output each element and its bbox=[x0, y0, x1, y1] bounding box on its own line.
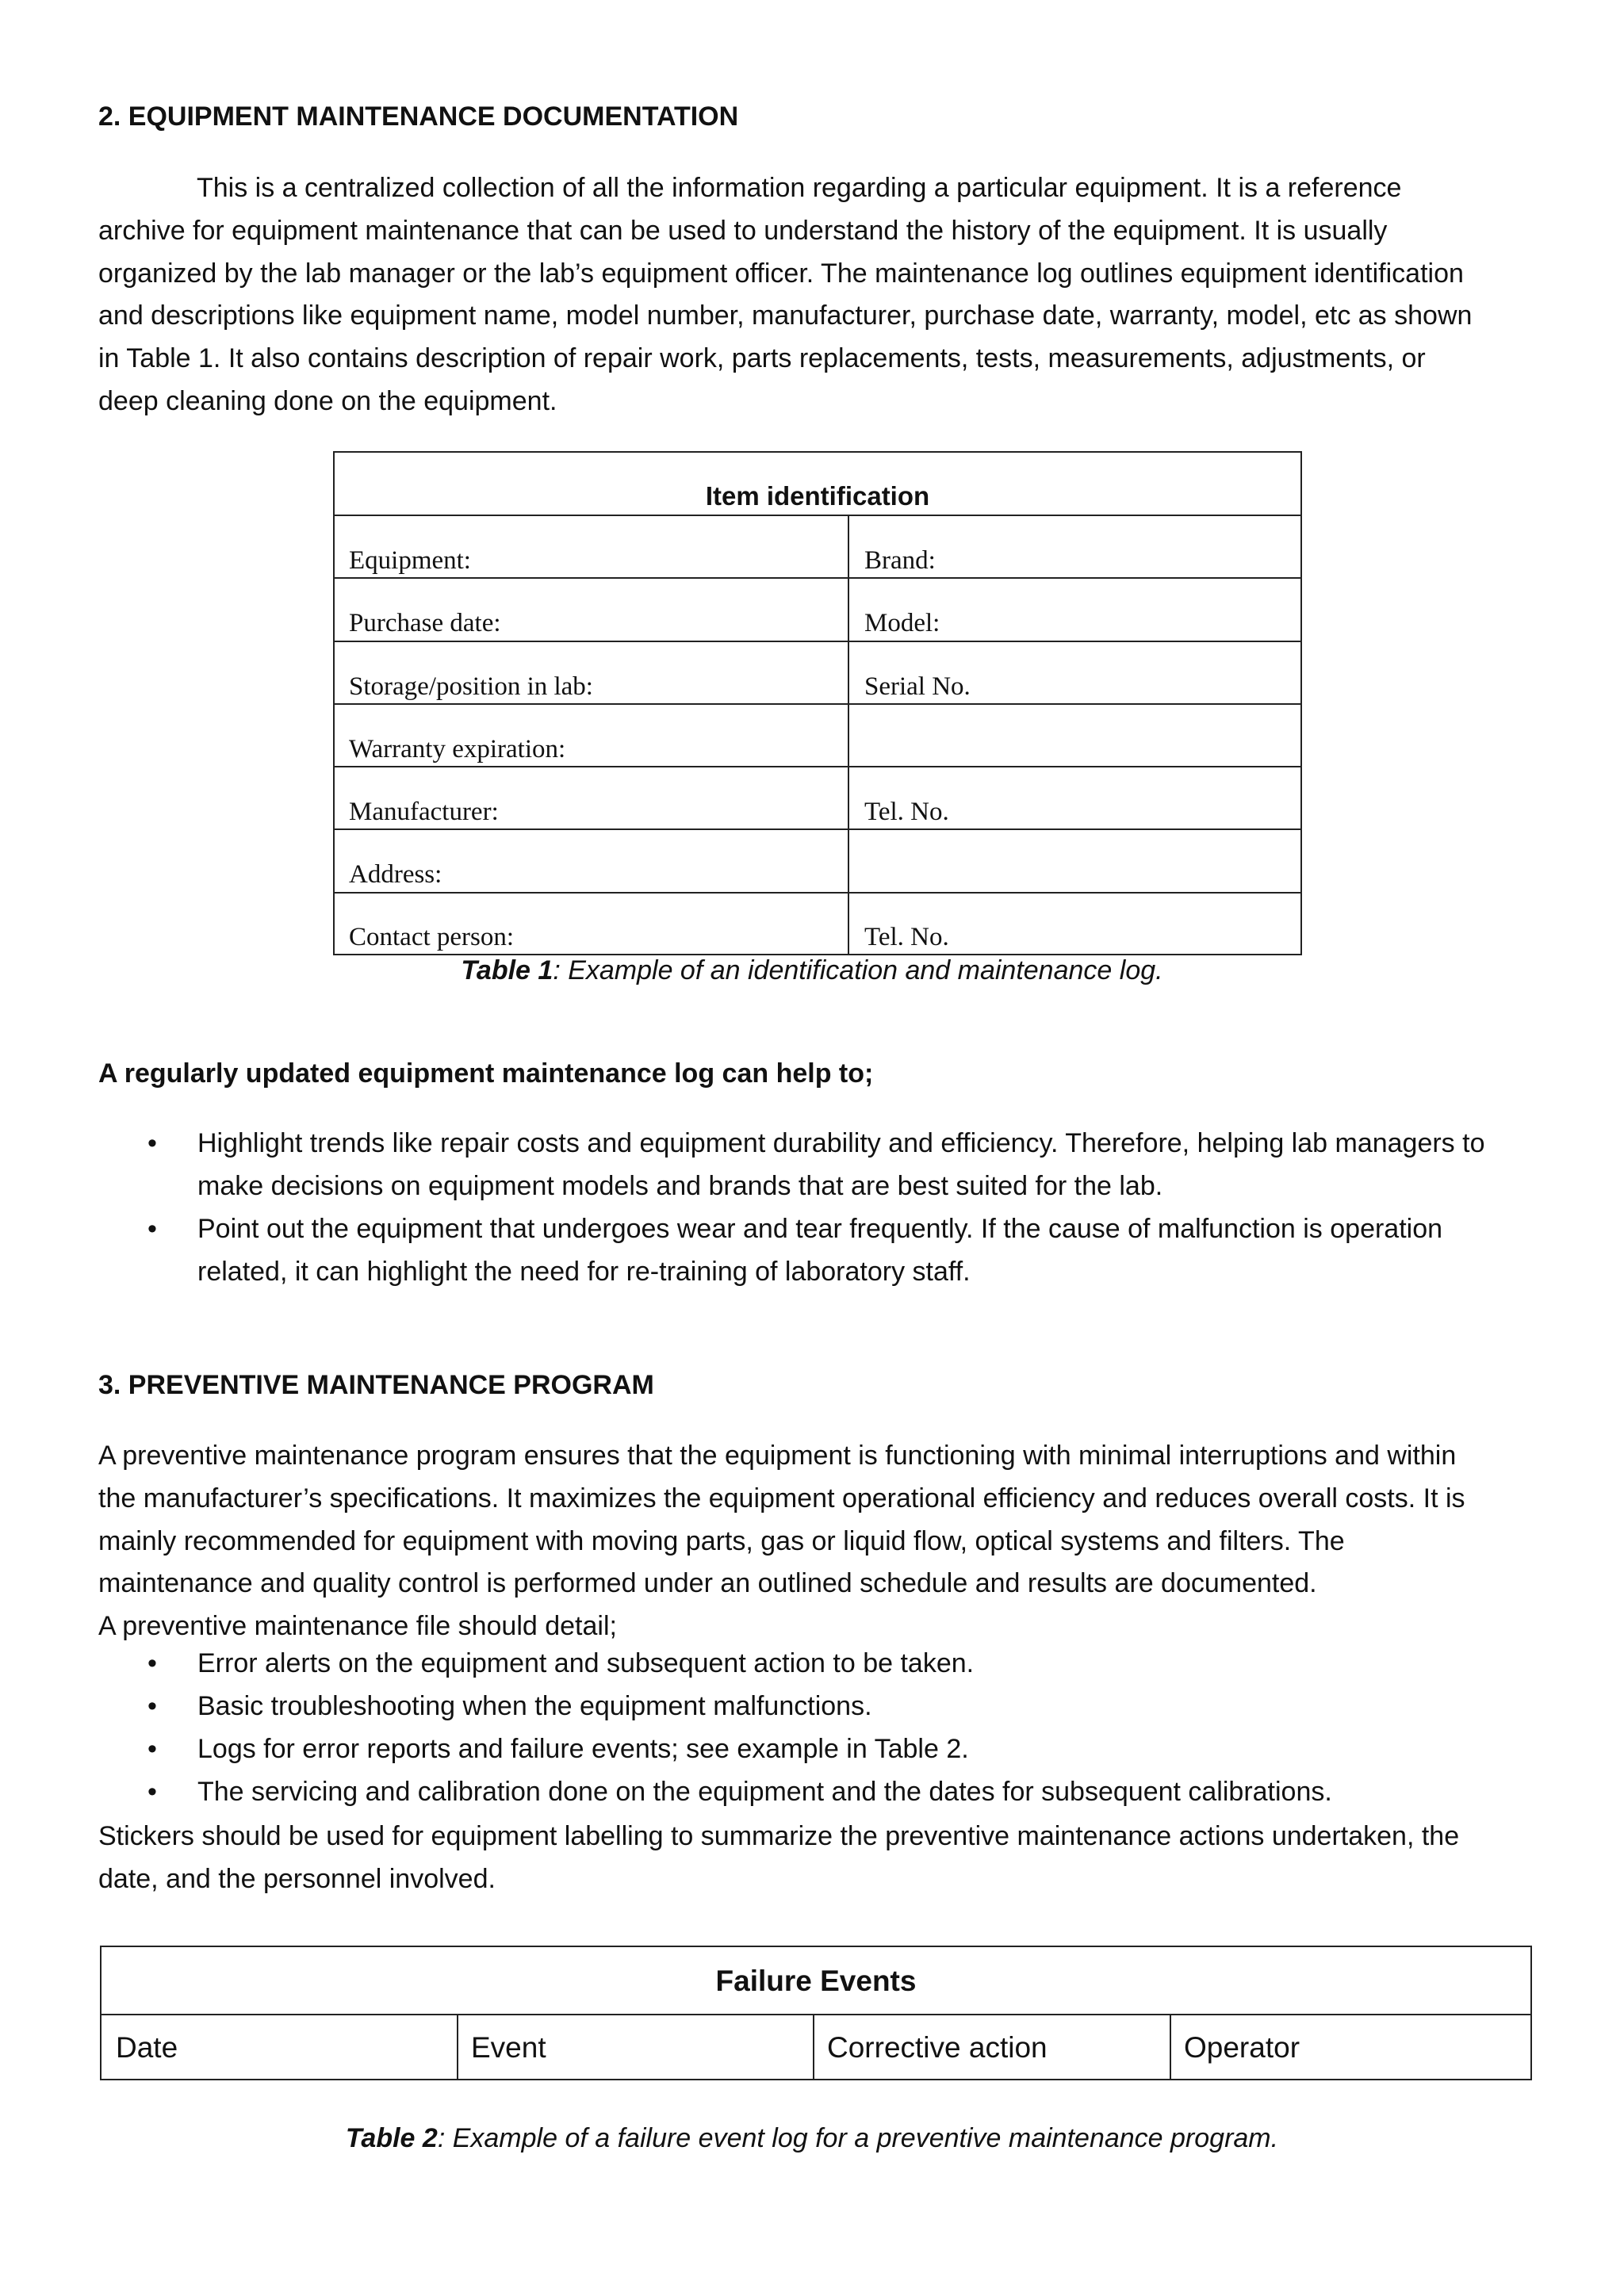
table-rule bbox=[335, 641, 1300, 642]
failure-events-table bbox=[100, 1946, 1532, 2080]
table-2-caption bbox=[0, 2123, 1624, 2154]
paragraph-line: organized by the lab manager or the lab’s equipment officer. The maintenance log outlines equipment identification bbox=[98, 258, 1464, 289]
column-header-operator: Operator bbox=[1184, 2031, 1300, 2064]
table-2-caption-text: : Example of a failure event log for a preventive maintenance program. bbox=[437, 2123, 1279, 2153]
field-equipment: Equipment: bbox=[349, 546, 471, 575]
paragraph-line: A preventive maintenance program ensures that the equipment is functioning with minimal interruptions and within bbox=[98, 1441, 1457, 1471]
paragraph-line: deep cleaning done on the equipment. bbox=[98, 385, 557, 416]
field-brand: Brand: bbox=[864, 546, 936, 575]
list-item: Logs for error reports and failure events; see example in Table 2. bbox=[197, 1734, 969, 1764]
list-item-continuation: make decisions on equipment models and brands that are best suited for the lab. bbox=[197, 1171, 1163, 1201]
field-model: Model: bbox=[864, 609, 940, 637]
identification-table bbox=[333, 451, 1302, 955]
paragraph-line: the manufacturer’s specifications. It maximizes the equipment operational efficiency and reduces overall costs. It is bbox=[98, 1483, 1465, 1513]
section-3-closing bbox=[98, 1816, 1459, 1901]
paragraph-line: in Table 1. It also contains description of repair work, parts replacements, tests, measurements, adjustments, or bbox=[98, 343, 1426, 374]
column-header-corrective-action: Corrective action bbox=[827, 2031, 1048, 2064]
field-serial-no: Serial No. bbox=[864, 672, 971, 701]
bullet-glyph: • bbox=[147, 1777, 157, 1807]
log-help-heading: A regularly updated equipment maintenance log can help to; bbox=[98, 1058, 874, 1089]
table-column-divider bbox=[813, 2014, 814, 2079]
table-1-caption bbox=[0, 955, 1624, 986]
field-contact-tel: Tel. No. bbox=[864, 923, 949, 951]
list-item: Highlight trends like repair costs and equipment durability and efficiency. Therefore, helping lab managers to bbox=[197, 1128, 1485, 1158]
bullet-glyph: • bbox=[147, 1648, 157, 1678]
bullet-glyph: • bbox=[147, 1734, 157, 1764]
paragraph-line: This is a centralized collection of all the information regarding a particular equipment. It is a reference bbox=[197, 173, 1402, 203]
section-2-paragraph bbox=[98, 167, 1472, 423]
section-3-heading: 3. PREVENTIVE MAINTENANCE PROGRAM bbox=[98, 1370, 654, 1400]
identification-table-title: Item identification bbox=[705, 481, 930, 511]
table-1-caption-label: Table 1 bbox=[461, 955, 553, 985]
table-2-caption-label: Table 2 bbox=[345, 2123, 438, 2153]
paragraph-line: A preventive maintenance file should detail; bbox=[98, 1611, 617, 1642]
section-2-heading: 2. EQUIPMENT MAINTENANCE DOCUMENTATION bbox=[98, 101, 739, 132]
table-rule bbox=[335, 703, 1300, 705]
bullet-glyph: • bbox=[147, 1691, 157, 1721]
table-rule bbox=[335, 577, 1300, 579]
list-item: Basic troubleshooting when the equipment malfunctions. bbox=[197, 1691, 872, 1721]
table-column-divider bbox=[1170, 2014, 1171, 2079]
field-warranty-expiration: Warranty expiration: bbox=[349, 735, 566, 763]
bullet-glyph: • bbox=[147, 1214, 157, 1244]
table-rule bbox=[335, 515, 1300, 516]
bullet-glyph: • bbox=[147, 1128, 157, 1158]
paragraph-line: archive for equipment maintenance that can be used to understand the history of the equipment. It is usually bbox=[98, 215, 1388, 246]
list-item: The servicing and calibration done on the equipment and the dates for subsequent calibrations. bbox=[197, 1777, 1332, 1807]
table-rule bbox=[335, 828, 1300, 830]
table-column-divider bbox=[848, 515, 849, 954]
list-item-continuation: related, it can highlight the need for re-training of laboratory staff. bbox=[197, 1257, 971, 1287]
table-column-divider bbox=[457, 2014, 458, 2079]
field-manufacturer: Manufacturer: bbox=[349, 798, 499, 826]
paragraph-line: and descriptions like equipment name, model number, manufacturer, purchase date, warranty, model, etc as shown bbox=[98, 300, 1473, 331]
paragraph-line: Stickers should be used for equipment labelling to summarize the preventive maintenance actions undertaken, the bbox=[98, 1821, 1460, 1851]
column-header-event: Event bbox=[471, 2031, 546, 2064]
field-purchase-date: Purchase date: bbox=[349, 609, 501, 637]
column-header-date: Date bbox=[116, 2031, 178, 2064]
field-storage-position: Storage/position in lab: bbox=[349, 672, 593, 701]
failure-events-table-title: Failure Events bbox=[715, 1965, 917, 1997]
field-contact-person: Contact person: bbox=[349, 923, 515, 951]
table-rule bbox=[335, 766, 1300, 767]
field-manufacturer-tel: Tel. No. bbox=[864, 798, 949, 826]
paragraph-line: date, and the personnel involved. bbox=[98, 1863, 496, 1894]
paragraph-line: maintenance and quality control is performed under an outlined schedule and results are documented. bbox=[98, 1568, 1317, 1599]
table-rule bbox=[102, 2014, 1530, 2015]
section-3-paragraph bbox=[98, 1435, 1465, 1648]
paragraph-line: mainly recommended for equipment with moving parts, gas or liquid flow, optical systems and filters. The bbox=[98, 1525, 1345, 1556]
table-rule bbox=[335, 892, 1300, 894]
list-item: Error alerts on the equipment and subsequent action to be taken. bbox=[197, 1648, 975, 1678]
field-address: Address: bbox=[349, 860, 442, 889]
list-item: Point out the equipment that undergoes wear and tear frequently. If the cause of malfunction is operation bbox=[197, 1214, 1443, 1244]
table-1-caption-text: : Example of an identification and maintenance log. bbox=[553, 955, 1163, 985]
